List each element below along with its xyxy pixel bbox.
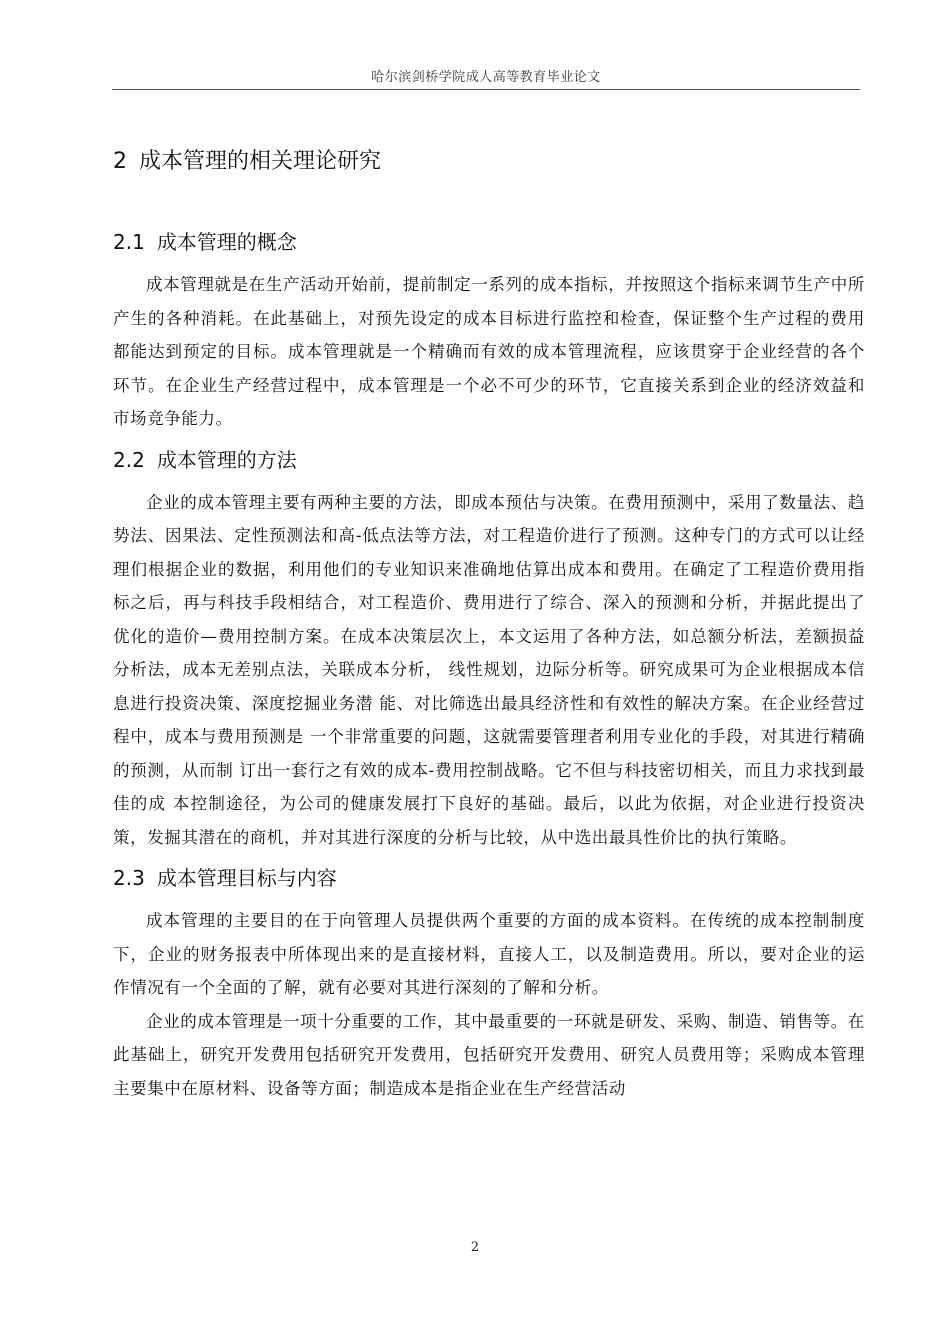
section-2-3 [113, 858, 865, 1105]
section-title: 成本管理目标与内容 [156, 866, 337, 890]
chapter-title [113, 140, 865, 184]
paragraph: 企业的成本管理主要有两种主要的方法，即成本预估与决策。在费用预测中，采用了数量法、趋势法、因果法、定性预测法和高-低点法等方法，对工程造价进行了预测。这种专门的方式可以让经理们根据企业的数据，利用他们的专业知识来准确地估算出成本和费用。在确定了工程造价费用指标之后，再与科技手段相结合，对工程造价、费用进行了综合、深入的预测和分析，并据此提出了优化的造价—费用控制方案。在成本决策层次上，本文运用了各种方法，如总额分析法，差额损益分析法，成本无差别点法，关联成本分析， 线性规划，边际分析等。研究成果可为企业根据成本信息进行投资决策、深度挖掘业务潜 能、对比筛选出最具经济性和有效性的解决方案。在企业经营过程中，成本与费用预测是 一个非常重要的问题，这就需要管理者利用专业化的手段，对其进行精确的预测，从而制 订出一套行之有效的成本-费用控制战略。它不但与科技密切相关，而且力求找到最佳的成 本控制途径，为公司的健康发展打下良好的基础。最后，以此为依据，对企业进行投资决 策，发掘其潜在的商机，并对其进行深度的分析与比较，从中选出最具性价比的执行策略。 [113, 492, 865, 847]
section-2-1 [113, 222, 865, 436]
page-number: 2 [470, 1240, 480, 1255]
header-rule [112, 89, 860, 90]
section-heading [113, 222, 865, 262]
paragraph: 成本管理的主要目的在于向管理人员提供两个重要的方面的成本资料。在传统的成本控制制度下，企业的财务报表中所体现出来的是直接材料，直接人工，以及制造费用。所以，要对企业的运作情况有一个全面的了解，就有必要对其进行深刻的了解和分析。 [113, 911, 865, 997]
section-heading [113, 440, 865, 480]
section-number: 2.2 [113, 447, 145, 472]
chapter-number: 2 [113, 149, 127, 174]
section-2-2 [113, 440, 865, 855]
section-title: 成本管理的方法 [156, 447, 297, 472]
section-number: 2.3 [113, 866, 145, 890]
section-number: 2.1 [113, 230, 145, 254]
running-header: 哈尔滨剑桥学院成人高等教育毕业论文 [371, 70, 601, 85]
section-title: 成本管理的概念 [156, 230, 297, 254]
paragraph: 成本管理就是在生产活动开始前，提前制定一系列的成本指标，并按照这个指标来调节生产中所产生的各种消耗。在此基础上，对预先设定的成本目标进行监控和检查，保证整个生产过程的费用都能达到预定的目标。成本管理就是一个精确而有效的成本管理流程，应该贯穿于企业经营的各个环节。在企业生产经营过程中，成本管理是一个必不可少的环节，它直接关系到企业的经济效益和市场竞争能力。 [113, 275, 865, 428]
section-heading [113, 858, 865, 898]
paragraph: 企业的成本管理是一项十分重要的工作，其中最重要的一环就是研发、采购、制造、销售等。在此基础上，研究开发费用包括研究开发费用，包括研究开发费用、研究人员费用等；采购成本管理主要集中在原材料、设备等方面；制造成本是指企业在生产经营活动 [113, 1011, 865, 1098]
chapter-title-text: 成本管理的相关理论研究 [139, 149, 382, 174]
page-body [113, 140, 865, 1109]
